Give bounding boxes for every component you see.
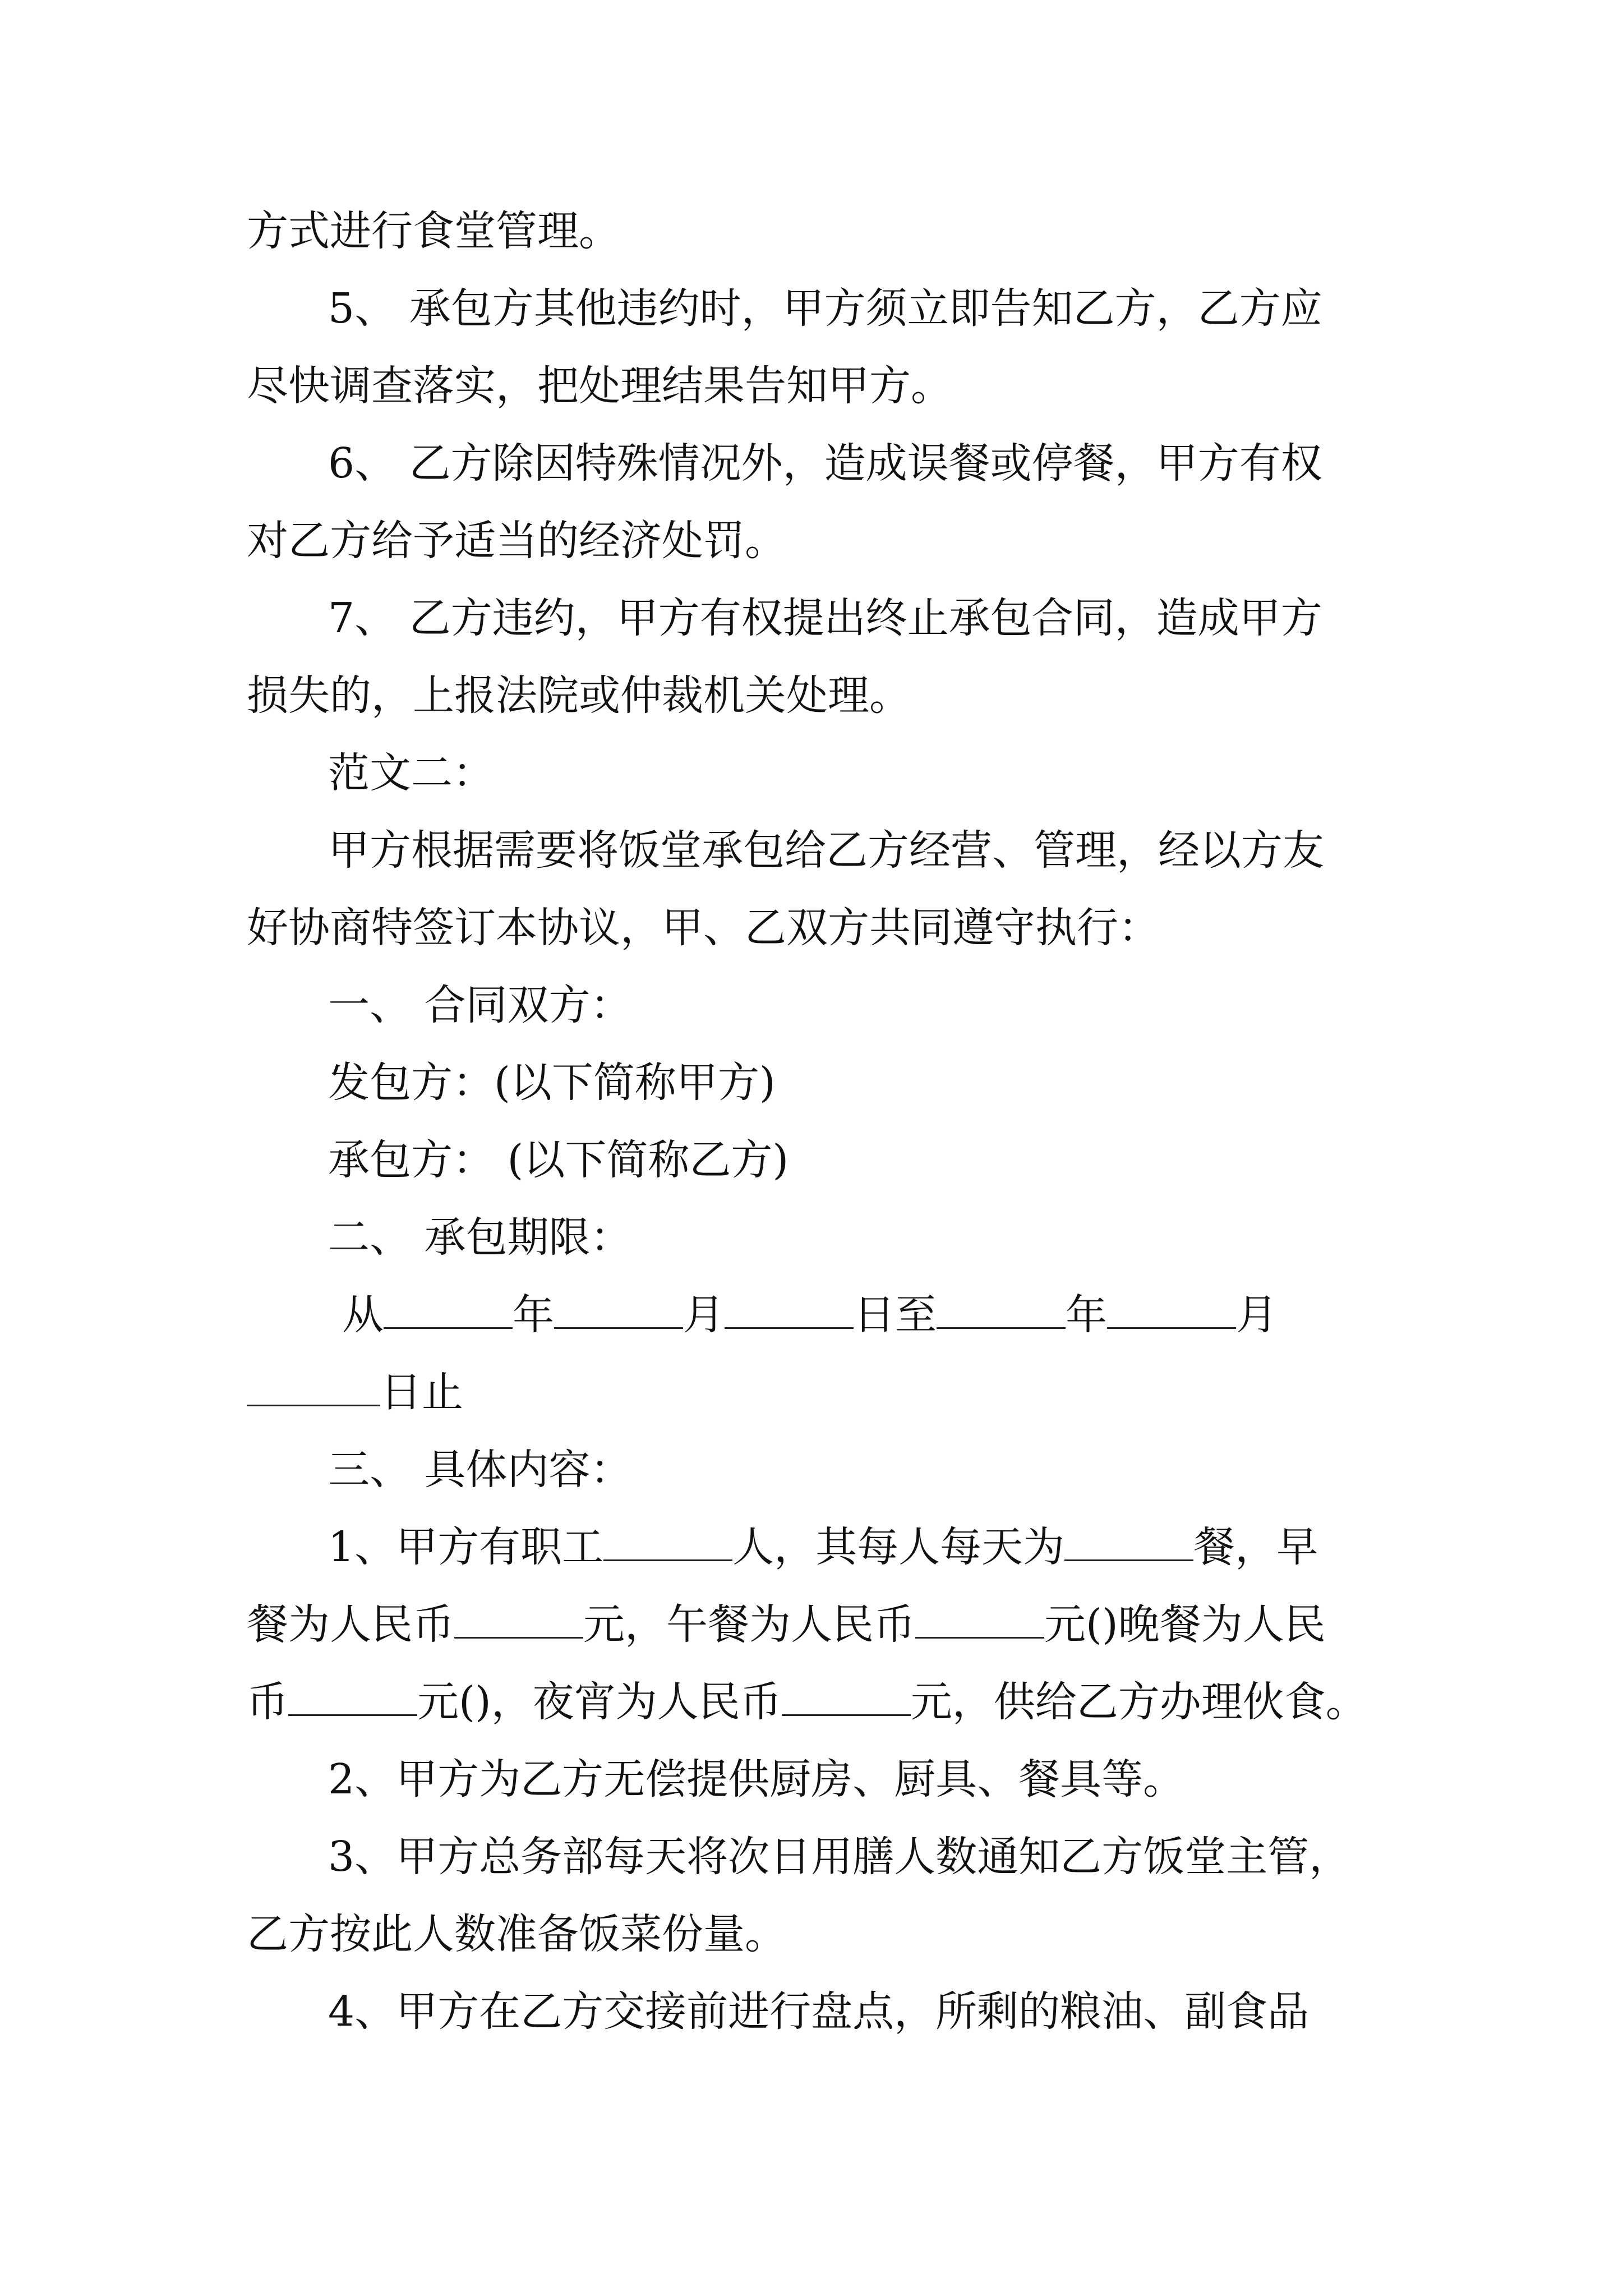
fill-blank[interactable] (554, 1288, 683, 1329)
period-from: 从 (342, 1291, 384, 1339)
item1-text: 元()，夜宵为人民币 (417, 1678, 782, 1726)
fill-blank[interactable] (725, 1288, 854, 1329)
item1-text: 元()晚餐为人民 (1044, 1600, 1326, 1649)
text-line: 7、 乙方违约，甲方有权提出终止承包合同，造成甲方 (328, 594, 1322, 642)
item1-text: 餐为人民币 (247, 1600, 454, 1649)
item1-text: 元，午餐为人民币 (583, 1600, 915, 1649)
text-line: 2、甲方为乙方无偿提供厨房、厨具、餐具等。 (328, 1755, 1185, 1803)
period-year2: 年 (1066, 1291, 1107, 1339)
period-line (342, 1287, 1278, 1343)
text-line: 三、 具体内容： (328, 1446, 632, 1494)
period-day-to: 日至 (854, 1291, 937, 1339)
text-line: 6、 乙方除因特殊情况外，造成误餐或停餐，甲方有权 (328, 439, 1322, 487)
item1-text: 元，供给乙方办理伙食。 (910, 1678, 1367, 1726)
fill-blank[interactable] (1064, 1520, 1193, 1561)
period-month2: 月 (1236, 1291, 1278, 1339)
period-year: 年 (513, 1291, 554, 1339)
section-heading: 范文二： (328, 749, 494, 797)
fill-blank[interactable] (937, 1288, 1066, 1329)
fill-blank[interactable] (384, 1288, 513, 1329)
fill-blank[interactable] (288, 1675, 417, 1716)
item1-line2 (247, 1596, 1326, 1653)
item1-line1 (328, 1519, 1318, 1575)
period-end: 日止 (380, 1368, 463, 1416)
text-line: 5、 承包方其他违约时，甲方须立即告知乙方，乙方应 (328, 284, 1322, 333)
fill-blank[interactable] (454, 1598, 583, 1639)
text-line: 一、 合同双方： (328, 981, 632, 1029)
text-line: 3、甲方总务部每天将次日用膳人数通知乙方饭堂主管， (328, 1833, 1351, 1881)
item1-line3 (247, 1674, 1367, 1730)
fill-blank[interactable] (1107, 1288, 1236, 1329)
text-line: 甲方根据需要将饭堂承包给乙方经营、管理，经以方友 (328, 826, 1324, 875)
text-line: 二、 承包期限： (328, 1213, 632, 1262)
item1-text: 币 (247, 1678, 288, 1726)
fill-blank[interactable] (247, 1365, 380, 1406)
fill-blank[interactable] (915, 1598, 1044, 1639)
item1-text: 餐，早 (1193, 1523, 1318, 1571)
text-line: 对乙方给予适当的经济处罚。 (247, 517, 786, 565)
text-line: 4、甲方在乙方交接前进行盘点，所剩的粮油、副食品 (328, 1987, 1310, 2036)
text-line: 尽快调查落实，把处理结果告知甲方。 (247, 362, 952, 410)
item1-text: 人，其每人每天为 (732, 1523, 1065, 1571)
period-month: 月 (683, 1291, 725, 1339)
text-line: 发包方：(以下简称甲方) (328, 1059, 776, 1107)
fill-blank[interactable] (782, 1675, 911, 1716)
text-line: 方式进行食堂管理。 (247, 207, 620, 255)
text-line: 承包方： (以下简称乙方) (328, 1136, 789, 1184)
text-line: 损失的，上报法院或仲裁机关处理。 (247, 671, 911, 720)
item1-text: 1、甲方有职工 (328, 1523, 604, 1571)
text-line: 乙方按此人数准备饭菜份量。 (247, 1910, 786, 1958)
fill-blank[interactable] (603, 1520, 732, 1561)
period-line-end (247, 1364, 463, 1420)
text-line: 好协商特签订本协议，甲、乙双方共同遵守执行： (247, 904, 1160, 952)
